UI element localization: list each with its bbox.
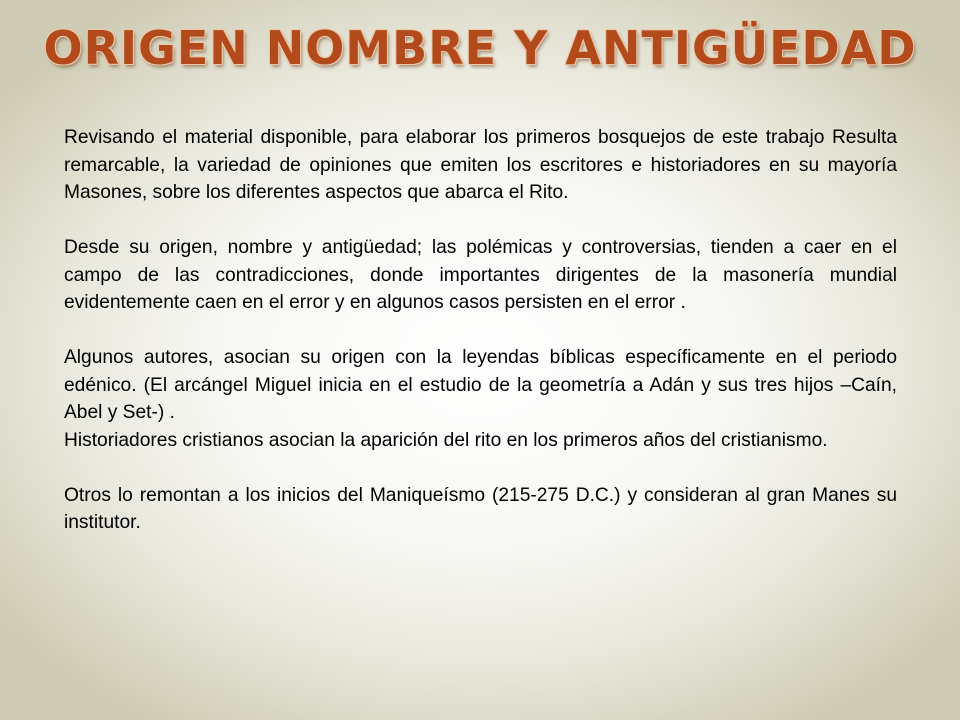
- paragraph-2: Desde su origen, nombre y antigüedad; las polémicas y controversias, tienden a caer en el campo de las contradicciones, donde importantes dirigentes de la masonería mundial evidentemente caen en el error y en algunos casos persisten en el error .: [64, 237, 897, 313]
- slide-body: [64, 124, 897, 537]
- paragraph-4: Historiadores cristianos asocian la aparición del rito en los primeros años del cristianismo.: [64, 429, 828, 451]
- paragraph-3: Algunos autores, asocian su origen con la leyendas bíblicas específicamente en el periodo edénico. (El arcángel Miguel inicia en el estudio de la geometría a Adán y sus tres hijos –Caín, Abel y Set-) .: [64, 347, 897, 423]
- paragraph-5: Otros lo remontan a los inicios del Maniqueísmo (215-275 D.C.) y consideran al gran Manes su institutor.: [64, 484, 897, 533]
- slide-title: ORIGEN NOMBRE Y ANTIGÜEDAD: [43, 21, 917, 75]
- paragraph-1: Revisando el material disponible, para elaborar los primeros bosquejos de este trabajo Resulta remarcable, la variedad de opiniones que emiten los escritores e historiadores en su mayoría Masones, sobre los diferentes aspectos que abarca el Rito.: [64, 127, 897, 203]
